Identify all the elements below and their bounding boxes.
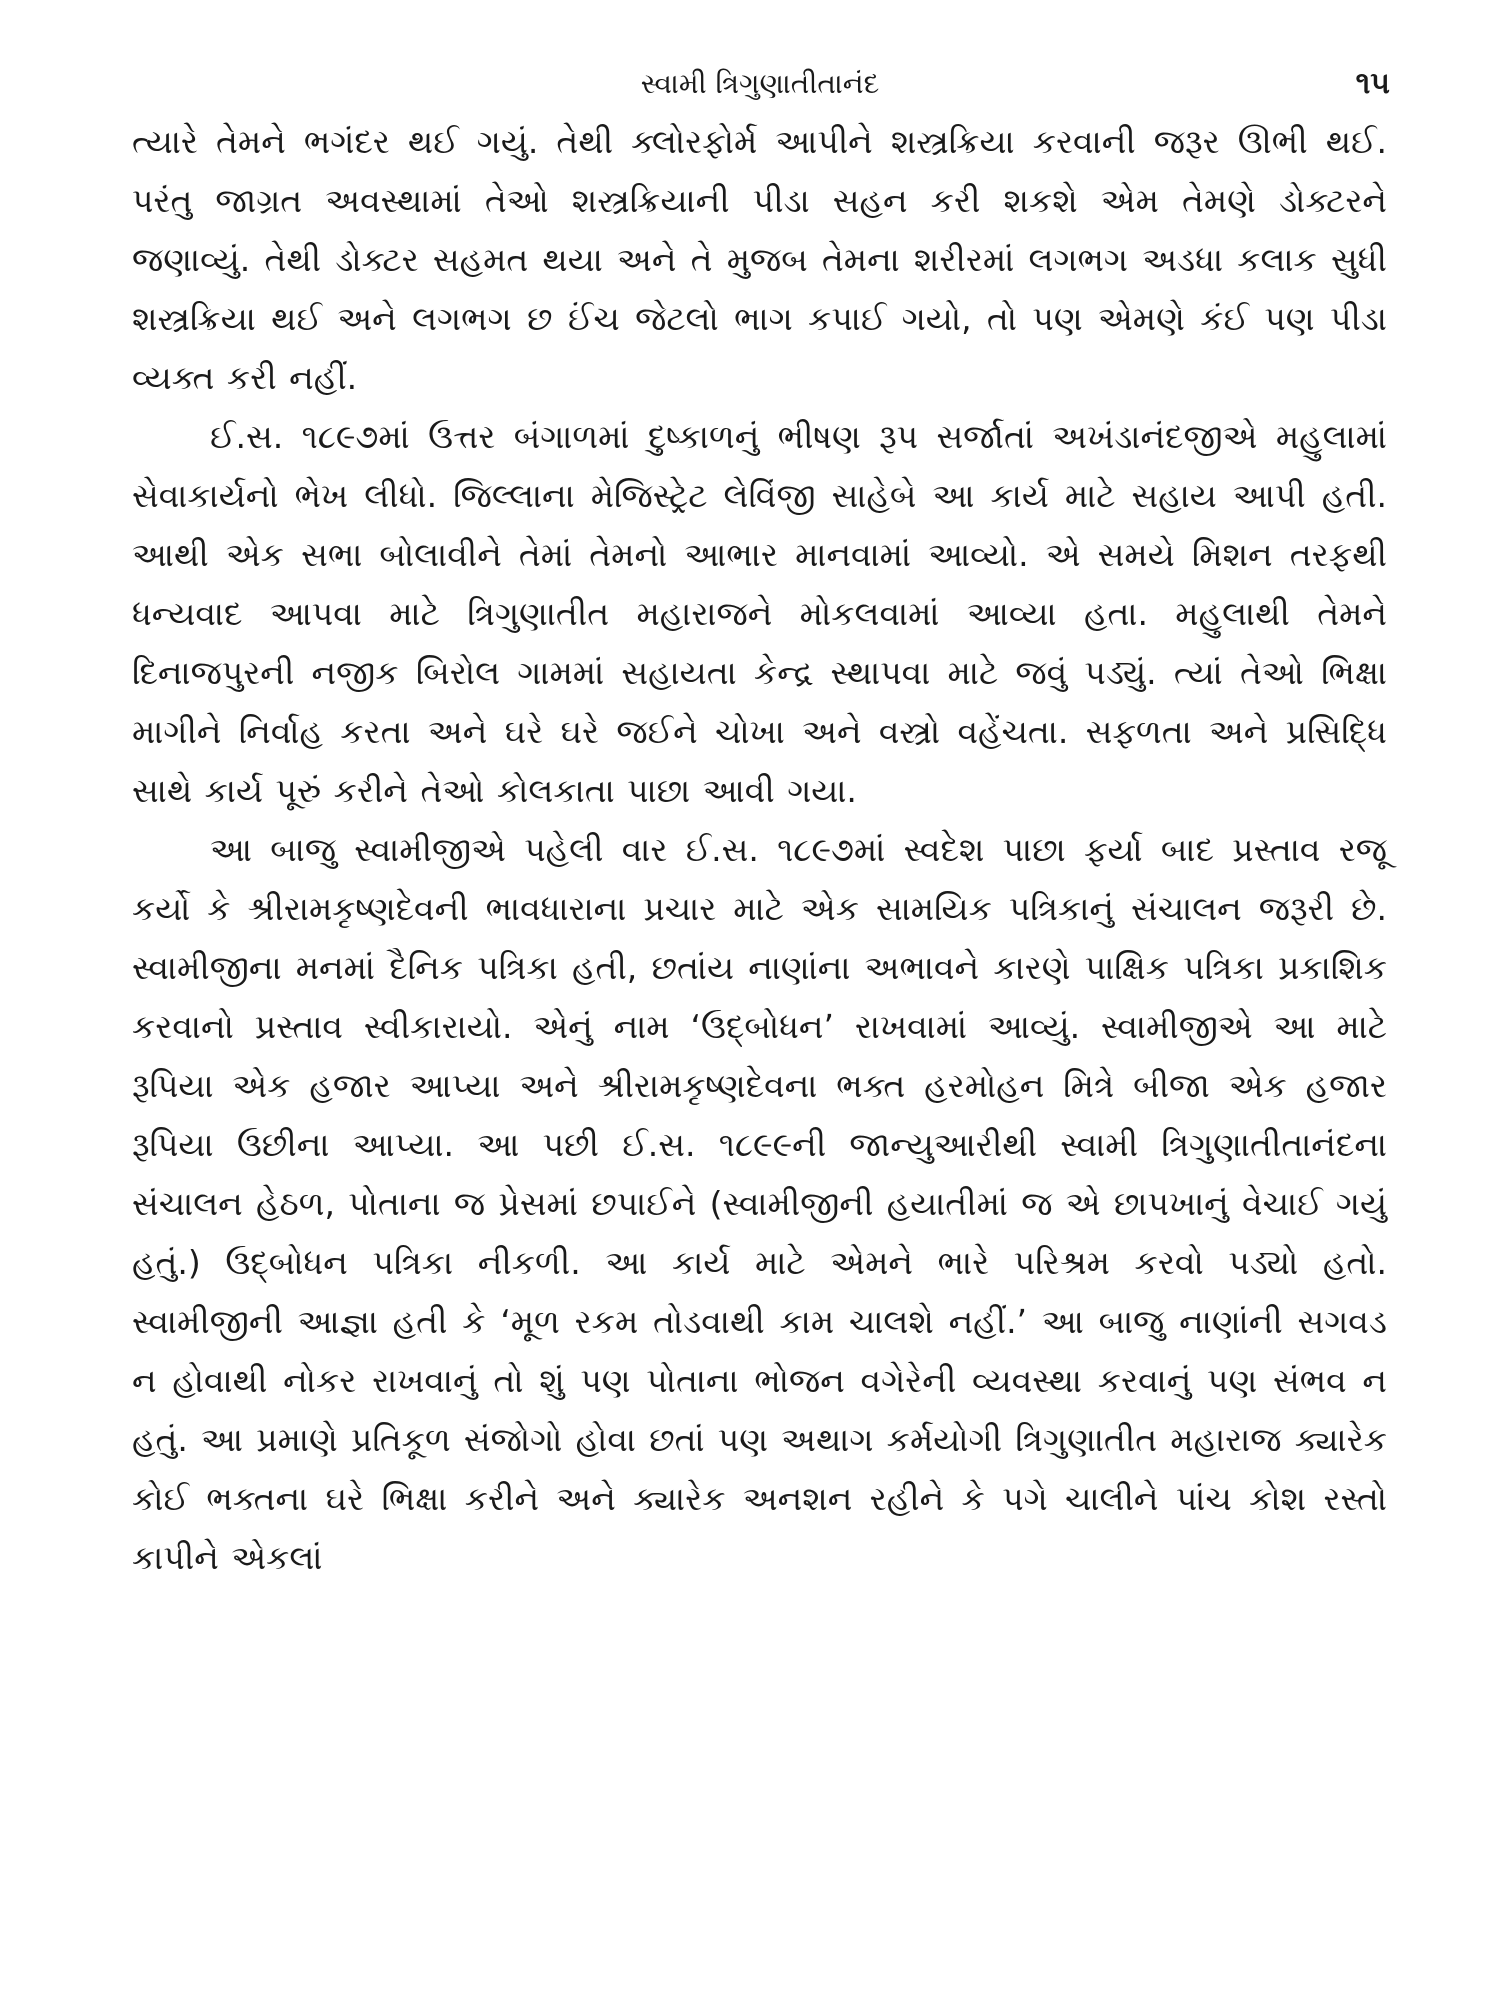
- paragraph-famine-relief: ઈ.સ. ૧૮૯૭માં ઉત્તર બંગાળમાં દુષ્કાળનું ભીષણ રૂપ સર્જાતાં અખંડાનંદજીએ મહુલામાં સેવાકાર્યનો ભેખ લીધો. જિલ્લાના મેજિસ્ટ્રેટ લેવિંજી સાહેબે આ કાર્ય માટે સહાય આપી હતી. આથી એક સભા બોલાવીને તેમાં તેમનો આભાર માનવામાં આવ્યો. એ સમયે મિશન તરફથી ધન્યવાદ આપવા માટે ત્રિગુણાતીત મહારાજને મોકલવામાં આવ્યા હતા. મહુલાથી તેમને દિનાજપુરની નજીક બિરોલ ગામમાં સહાયતા કેન્દ્ર સ્થાપવા માટે જવું પડ્યું. ત્યાં તેઓ ભિક્ષા માગીને નિર્વાહ કરતા અને ઘરે ઘરે જઈને ચોખા અને વસ્ત્રો વહેંચતા. સફળતા અને પ્રસિદ્ધિ સાથે કાર્ય પૂરું કરીને તેઓ કોલકાતા પાછા આવી ગયા.: [132, 417, 1387, 810]
- paragraph-surgery: ત્યારે તેમને ભગંદર થઈ ગયું. તેથી ક્લોરફોર્મ આપીને શસ્ત્રક્રિયા કરવાની જરૂર ઊભી થઈ. પરંતુ જાગ્રત અવસ્થામાં તેઓ શસ્ત્રક્રિયાની પીડા સહન કરી શકશે એમ તેમણે ડોક્ટરને જણાવ્યું. તેથી ડોક્ટર સહમત થયા અને તે મુજબ તેમના શરીરમાં લગભગ અડધા કલાક સુધી શસ્ત્રક્રિયા થઈ અને લગભગ છ ઈંચ જેટલો ભાગ કપાઈ ગયો, તો પણ એમણે કંઈ પણ પીડા વ્યક્ત કરી નહીં.: [132, 122, 1387, 397]
- running-title: સ્વામી ત્રિગુણાતીતાનંદ: [640, 67, 880, 100]
- body-text: [132, 112, 1387, 1587]
- page-number: ૧૫: [1355, 66, 1390, 101]
- paragraph-udbodhan: આ બાજુ સ્વામીજીએ પહેલી વાર ઈ.સ. ૧૮૯૭માં સ્વદેશ પાછા ફર્યા બાદ પ્રસ્તાવ રજૂ કર્યો કે શ્રીરામકૃષ્ણદેવની ભાવધારાના પ્રચાર માટે એક સામયિક પત્રિકાનું સંચાલન જરૂરી છે. સ્વામીજીના મનમાં દૈનિક પત્રિકા હતી, છતાંય નાણાંના અભાવને કારણે પાક્ષિક પત્રિકા પ્રકાશિક કરવાનો પ્રસ્તાવ સ્વીકારાયો. એનું નામ ‘ઉદ્બોધન’ રાખવામાં આવ્યું. સ્વામીજીએ આ માટે રૂપિયા એક હજાર આપ્યા અને શ્રીરામકૃષ્ણદેવના ભક્ત હરમોહન મિત્રે બીજા એક હજાર રૂપિયા ઉછીના આપ્યા. આ પછી ઈ.સ. ૧૮૯૯ની જાન્યુઆરીથી સ્વામી ત્રિગુણાતીતાનંદના સંચાલન હેઠળ, પોતાના જ પ્રેસમાં છપાઈને (સ્વામીજીની હયાતીમાં જ એ છાપખાનું વેચાઈ ગયું હતું.) ઉદ્બોધન પત્રિકા નીકળી. આ કાર્ય માટે એમને ભારે પરિશ્રમ કરવો પડ્યો હતો. સ્વામીજીની આજ્ઞા હતી કે ‘મૂળ રકમ તોડવાથી કામ ચાલશે નહીં.’ આ બાજુ નાણાંની સગવડ ન હોવાથી નોકર રાખવાનું તો શું પણ પોતાના ભોજન વગેરેની વ્યવસ્થા કરવાનું પણ સંભવ ન હતું. આ પ્રમાણે પ્રતિકૂળ સંજોગો હોવા છતાં પણ અથાગ કર્મયોગી ત્રિગુણાતીત મહારાજ ક્યારેક કોઈ ભક્તના ઘરે ભિક્ષા કરીને અને ક્યારેક અનશન રહીને કે પગે ચાલીને પાંચ કોશ રસ્તો કાપીને એકલાં: [132, 830, 1387, 1577]
- running-header: [130, 64, 1390, 104]
